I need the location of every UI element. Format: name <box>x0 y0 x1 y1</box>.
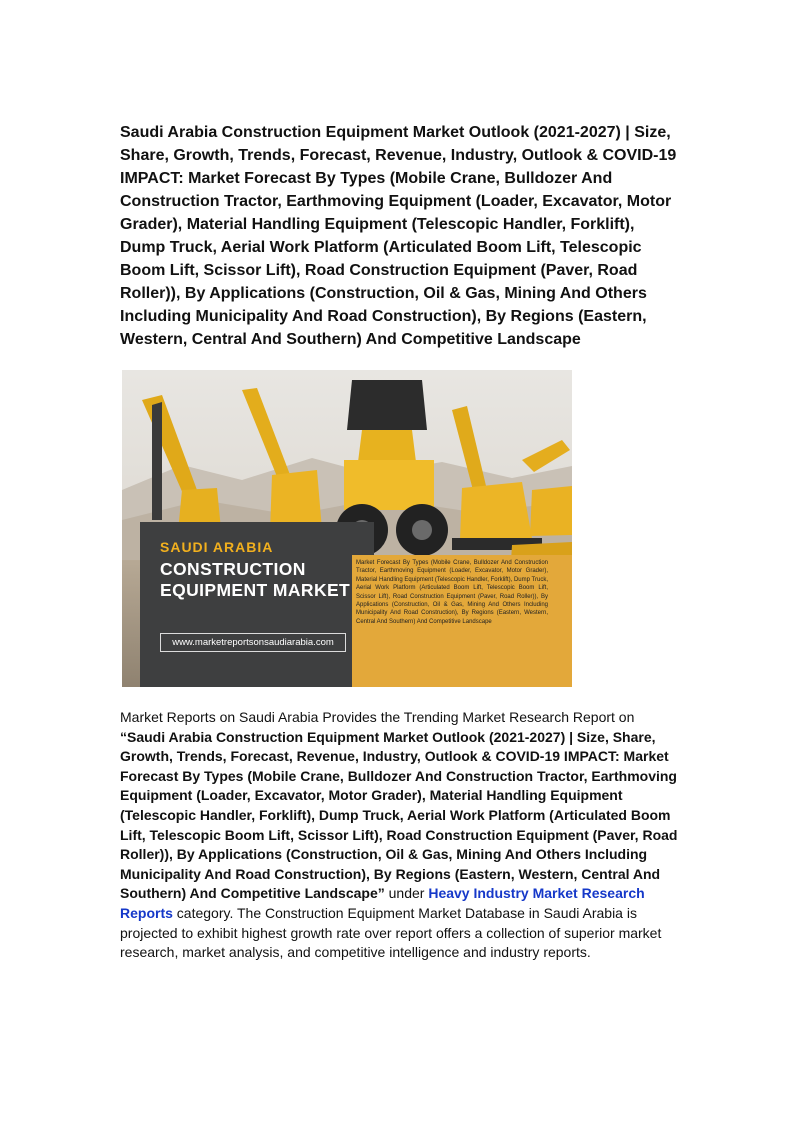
close-quote: ” <box>377 885 385 902</box>
report-banner-image <box>122 370 572 687</box>
intro-text: Market Reports on Saudi Arabia Provides the Trending Market Research Report on <box>120 709 635 725</box>
banner-description-panel <box>352 555 572 687</box>
report-title: Saudi Arabia Construction Equipment Market Outlook (2021-2027) | Size, Share, Growth, Trends, Forecast, Revenue, Industry, Outlook & COVID-19 IMPACT: Market Forecast By Types (Mobile Crane, Bulldozer And Construction Tractor, Earthmoving Equipment (Loader, Excavator, Motor Grader), Material Handling Equipment (Telescopic Handler, Forklift), Dump Truck, Aerial Work Platform (Articulated Boom Lift, Telescopic Boom Lift, Scissor Lift), Road Construction Equipment (Paver, Road Roller)), By Applications (Construction, Oil & Gas, Mining And Others Including Municipality And Road Construction), By Regions (Eastern, Western, Central And Southern) And Competitive Landscape <box>120 728 678 902</box>
heavy-industry-reports-link[interactable]: Heavy Industry Market Research Reports <box>120 885 645 921</box>
open-quote: “ <box>120 728 127 745</box>
banner-heading: CONSTRUCTION EQUIPMENT MARKET <box>160 559 351 600</box>
banner-url: www.marketreportsonsaudiarabia.com <box>160 633 346 652</box>
banner-description: Market Forecast By Types (Mobile Crane, Bulldozer And Construction Tractor, Earthmoving Equipment (Loader, Excavator, Motor Grader), Material Handling Equipment (Telescopic Handler, Forklift), Dump Truck, Aerial Work Platform (Articulated Boom Lift, Telescopic Boom Lift, Scissor Lift), Road Construction Equipment (Paver, Road Roller)), By Applications (Construction, Oil & Gas, Mining And Others Including Municipality And Road Construction), By Regions (Eastern, Western, Central And Southern) And Competitive Landscape <box>356 560 548 625</box>
under-text: under <box>388 885 425 902</box>
banner-country: SAUDI ARABIA <box>160 539 274 555</box>
report-description <box>120 708 680 963</box>
document-title: Saudi Arabia Construction Equipment Market Outlook (2021-2027) | Size, Share, Growth, Trends, Forecast, Revenue, Industry, Outlook & COVID-19 IMPACT: Market Forecast By Types (Mobile Crane, Bulldozer And Construction Tractor, Earthmoving Equipment (Loader, Excavator, Motor Grader), Material Handling Equipment (Telescopic Handler, Forklift), Dump Truck, Aerial Work Platform (Articulated Boom Lift, Telescopic Boom Lift, Scissor Lift), Road Construction Equipment (Paver, Road Roller)), By Applications (Construction, Oil & Gas, Mining And Others Including Municipality And Road Construction), By Regions (Eastern, Western, Central And Southern) And Competitive Landscape <box>120 124 677 348</box>
banner-title-panel <box>140 522 374 687</box>
body-rest-text: category. The Construction Equipment Market Database in Saudi Arabia is projected to exhibit highest growth rate over report offers a collection of superior market research, market analysis, and competitive intelligence and industry reports. <box>120 904 662 961</box>
